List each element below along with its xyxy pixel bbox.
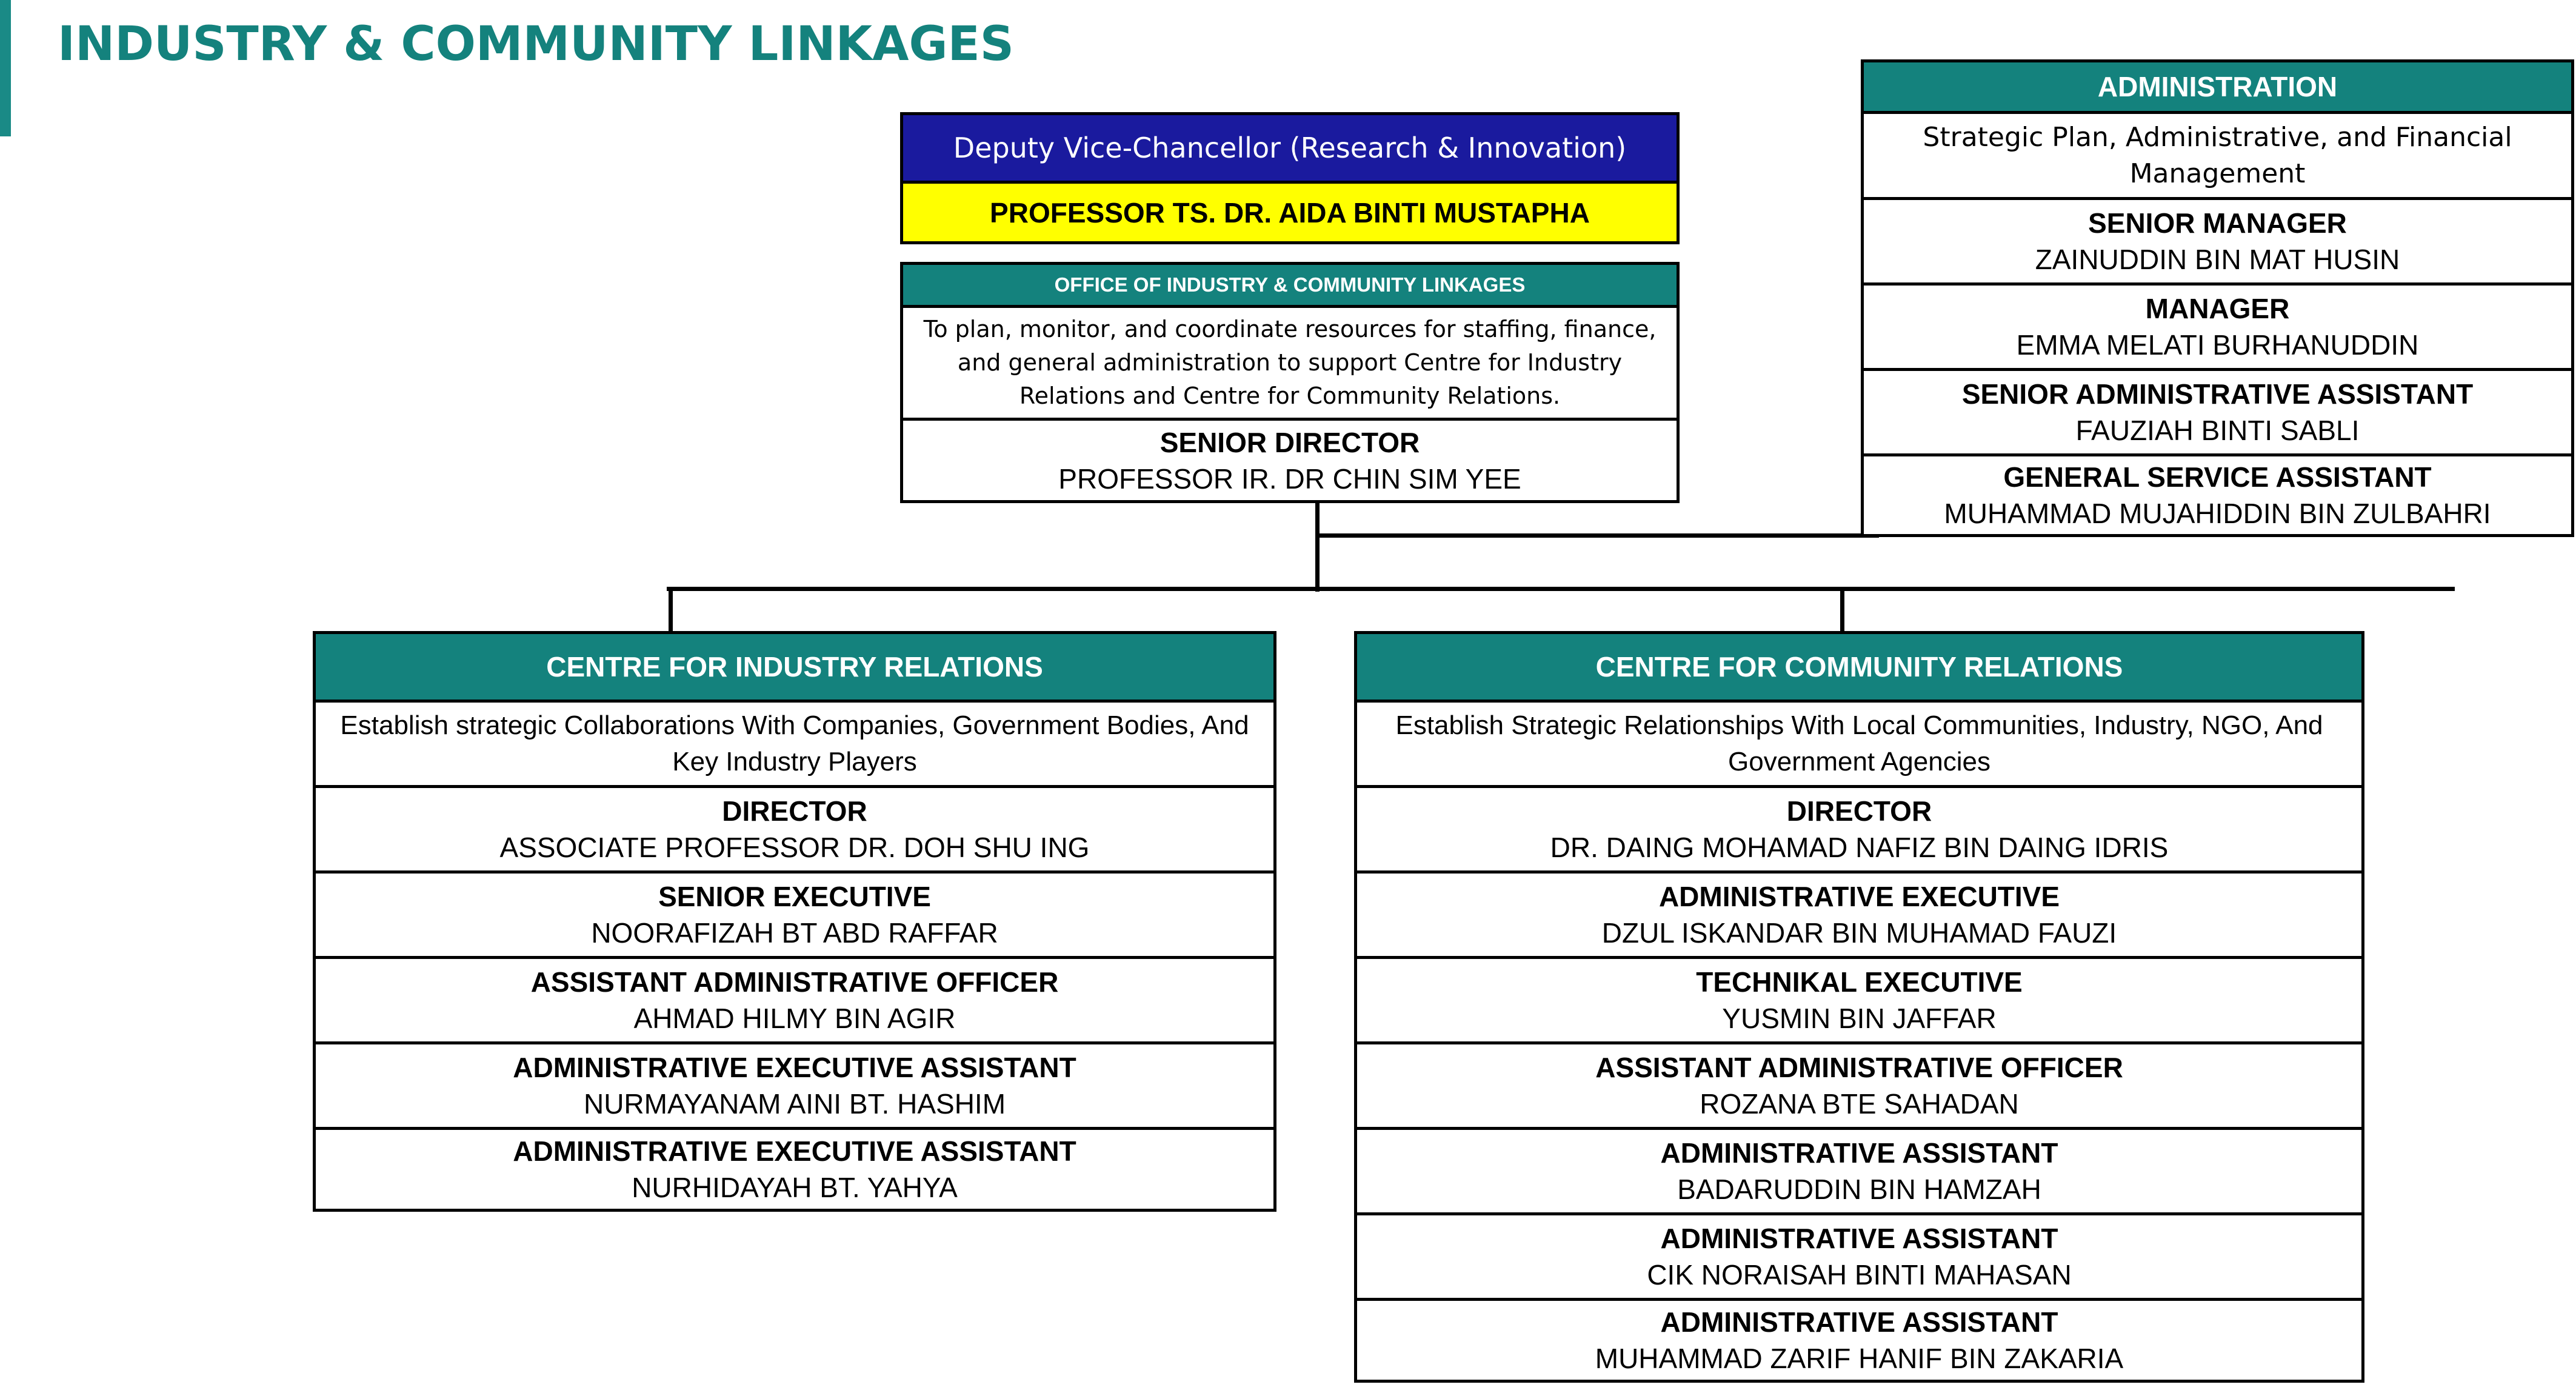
industry-staff-row [316,785,1273,870]
staff-role: ADMINISTRATIVE EXECUTIVE ASSISTANT [513,1052,1076,1083]
dvc-name: PROFESSOR TS. DR. AIDA BINTI MUSTAPHA [990,196,1590,229]
staff-role: DIRECTOR [722,795,867,827]
administration-description: Strategic Plan, Administrative, and Financial Management [1923,121,2512,189]
connector-office-down [1315,502,1320,592]
industry-centre-box [313,631,1276,1212]
office-header [903,265,1677,305]
staff-role: DIRECTOR [1786,795,1932,827]
staff-name: FAUZIAH BINTI SABLI [2075,415,2360,446]
industry-header [316,634,1273,700]
staff-role: SENIOR EXECUTIVE [658,881,931,912]
staff-role: SENIOR ADMINISTRATIVE ASSISTANT [1961,378,2474,410]
staff-role: ASSISTANT ADMINISTRATIVE OFFICER [530,966,1059,998]
office-description: To plan, monitor, and coordinate resources for staffing, finance, and general administration to support Centre for Industry Relations and Centre for Community Relations. [923,316,1657,409]
staff-role: ASSISTANT ADMINISTRATIVE OFFICER [1595,1052,2123,1083]
community-staff-row [1357,870,2361,956]
staff-role: TECHNIKAL EXECUTIVE [1696,966,2023,998]
office-description-row [903,305,1677,418]
community-header [1357,634,2361,700]
staff-name: MUHAMMAD ZARIF HANIF BIN ZAKARIA [1595,1343,2124,1374]
administration-staff-row [1864,453,2571,534]
staff-role: ADMINISTRATIVE EXECUTIVE ASSISTANT [513,1135,1076,1167]
staff-name: NURHIDAYAH BT. YAHYA [632,1172,958,1203]
staff-name: AHMAD HILMY BIN AGIR [633,1003,956,1034]
staff-role: ADMINISTRATIVE ASSISTANT [1660,1223,2058,1254]
administration-title: ADMINISTRATION [2097,71,2338,102]
staff-name: EMMA MELATI BURHANUDDIN [2016,329,2419,361]
office-title: OFFICE OF INDUSTRY & COMMUNITY LINKAGES [1054,273,1526,296]
industry-staff-row [316,956,1273,1041]
community-staff-row [1357,1127,2361,1212]
administration-staff-row [1864,368,2571,453]
staff-name: MUHAMMAD MUJAHIDDIN BIN ZULBAHRI [1944,498,2491,529]
office-box [900,262,1680,503]
administration-header [1864,62,2571,111]
staff-name: ROZANA BTE SAHADAN [1700,1088,2019,1120]
page-title: INDUSTRY & COMMUNITY LINKAGES [58,17,1014,72]
administration-staff-row [1864,282,2571,368]
community-description-row [1357,700,2361,785]
staff-role: GENERAL SERVICE ASSISTANT [2003,461,2432,493]
staff-role: ADMINISTRATIVE ASSISTANT [1660,1137,2058,1169]
community-title: CENTRE FOR COMMUNITY RELATIONS [1595,651,2123,683]
dvc-title: Deputy Vice-Chancellor (Research & Innovation) [953,132,1627,164]
industry-staff-row [316,1041,1273,1127]
dvc-title-row [903,115,1677,181]
staff-role: ADMINISTRATIVE ASSISTANT [1660,1306,2058,1338]
industry-staff-row [316,1127,1273,1209]
staff-role: MANAGER [2145,293,2290,324]
community-staff-row [1357,1298,2361,1380]
office-person-name: PROFESSOR IR. DR CHIN SIM YEE [1058,463,1521,495]
industry-title: CENTRE FOR INDUSTRY RELATIONS [546,651,1043,683]
community-staff-row [1357,956,2361,1041]
connector-to-administration [1315,533,1879,538]
staff-name: DZUL ISKANDAR BIN MUHAMAD FAUZI [1601,917,2117,949]
administration-description-row [1864,111,2571,197]
dvc-name-row [903,181,1677,241]
community-description: Establish Strategic Relationships With Local Communities, Industry, NGO, And Government Agencies [1395,710,2323,777]
administration-staff-row [1864,197,2571,282]
office-senior-director-row [903,418,1677,500]
staff-name: ASSOCIATE PROFESSOR DR. DOH SHU ING [499,832,1090,863]
staff-name: NURMAYANAM AINI BT. HASHIM [583,1088,1006,1120]
dvc-box [900,112,1680,244]
connector-industry-drop [669,587,673,632]
staff-name: CIK NORAISAH BINTI MAHASAN [1647,1259,2072,1291]
staff-role: SENIOR MANAGER [2088,207,2347,239]
staff-name: ZAINUDDIN BIN MAT HUSIN [2035,244,2400,275]
community-staff-row [1357,1212,2361,1298]
industry-description: Establish strategic Collaborations With Companies, Government Bodies, And Key Industry Players [340,710,1249,777]
staff-name: BADARUDDIN BIN HAMZAH [1677,1174,2041,1205]
connector-horizontal [667,587,2455,591]
connector-community-drop [1840,587,1844,632]
title-accent-bar [0,0,11,136]
administration-box [1861,59,2574,537]
industry-description-row [316,700,1273,785]
staff-name: NOORAFIZAH BT ABD RAFFAR [591,917,998,949]
staff-name: YUSMIN BIN JAFFAR [1722,1003,1997,1034]
staff-name: DR. DAING MOHAMAD NAFIZ BIN DAING IDRIS [1550,832,2169,863]
industry-staff-row [316,870,1273,956]
community-staff-row [1357,785,2361,870]
community-staff-row [1357,1041,2361,1127]
office-role: SENIOR DIRECTOR [1160,426,1420,458]
staff-role: ADMINISTRATIVE EXECUTIVE [1658,881,2060,912]
community-centre-box [1354,631,2364,1383]
